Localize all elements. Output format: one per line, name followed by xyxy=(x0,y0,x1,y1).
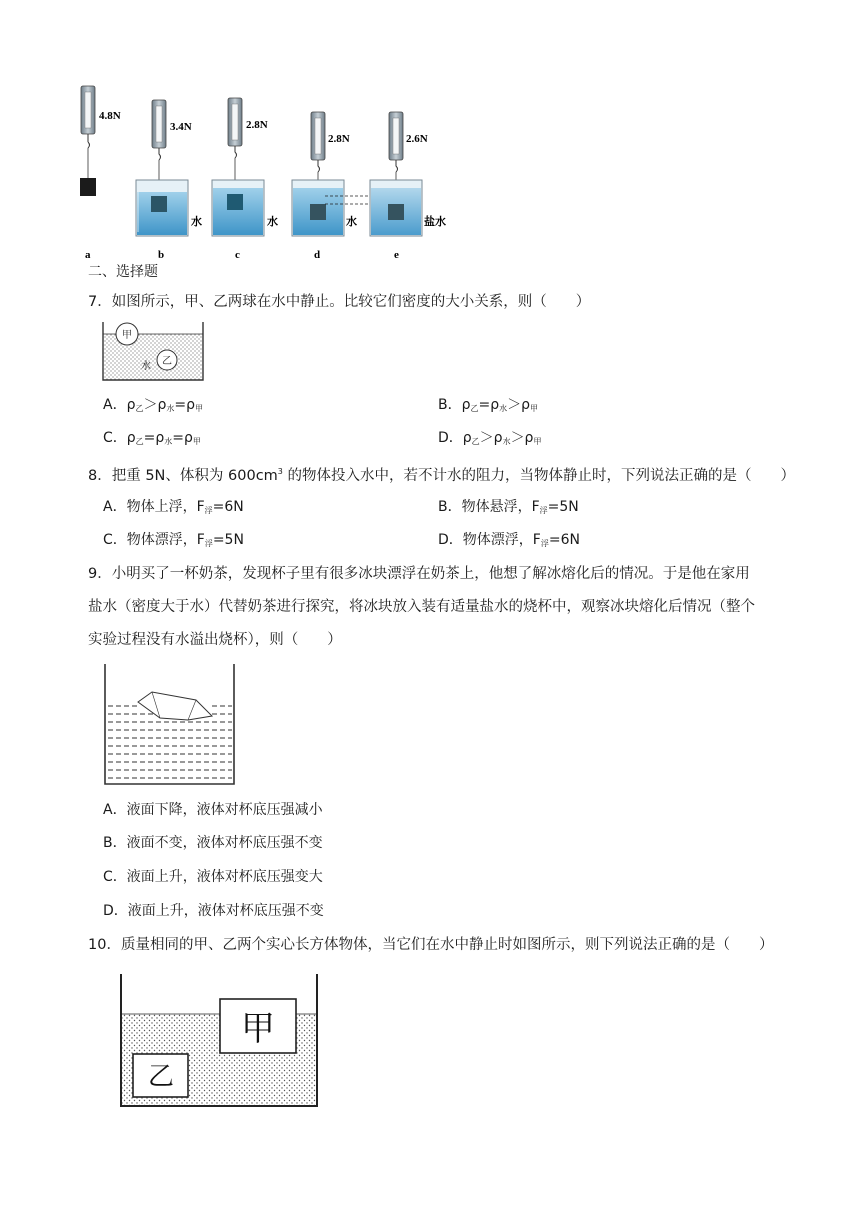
panel-label-a: a xyxy=(85,249,91,261)
q10-stem: 10．质量相同的甲、乙两个实心长方体物体，当它们在水中静止时如图所示，则下列说法正确的是（ ） xyxy=(88,937,774,953)
q8-option-b[interactable]: B．物体悬浮，$F_浮=5N$ xyxy=(438,499,579,515)
q7-figure xyxy=(100,320,206,382)
q7-ball-b-label: 乙 xyxy=(162,356,172,367)
q9-stem-line-3: 实验过程没有水溢出烧杯），则（ ） xyxy=(88,632,342,648)
q8-stem: 8．把重 5N、体积为 $600cm^3$ 的物体投入水中，若不计水的阻力，当物体静止时，下列说法正确的是（ ） xyxy=(88,467,795,484)
panel-label-e: e xyxy=(394,249,399,261)
q7-liquid-label: 水 xyxy=(141,361,151,372)
reading-d: 2.8N xyxy=(328,133,350,145)
q9-beaker-figure xyxy=(100,662,240,788)
spring-scale-e xyxy=(370,112,422,236)
q10-container-figure xyxy=(116,972,322,1112)
q9-option-b[interactable]: B．液面不变，液体对杯底压强不变 xyxy=(103,835,323,851)
section-title: 二、选择题 xyxy=(88,264,158,280)
q9-option-c[interactable]: C．液面上升，液体对杯底压强变大 xyxy=(103,869,323,885)
q7-stem: 7．如图所示，甲、乙两球在水中静止。比较它们密度的大小关系，则（ ） xyxy=(88,294,591,310)
reading-a: 4.8N xyxy=(99,110,121,122)
q10-block-b-label: 乙 xyxy=(147,1062,175,1092)
reading-c: 2.8N xyxy=(246,119,268,131)
panel-label-d: d xyxy=(314,249,321,261)
q7-option-b[interactable]: B．$\rho_乙=\rho_水>\rho_甲$ xyxy=(438,397,539,413)
liquid-label-e: 盐水 xyxy=(424,216,446,228)
q8-option-d[interactable]: D．物体漂浮，$F_浮=6N$ xyxy=(438,532,580,548)
spring-scale-experiment-figure xyxy=(78,82,448,262)
q8-option-a[interactable]: A．物体上浮，$F_浮=6N$ xyxy=(103,499,244,515)
q7-option-a[interactable]: A．$\rho_乙>\rho_水=\rho_甲$ xyxy=(103,397,203,413)
reading-b: 3.4N xyxy=(170,121,192,133)
liquid-label-b: 水 xyxy=(191,216,202,228)
spring-scale-a xyxy=(80,86,96,196)
liquid-label-c: 水 xyxy=(267,216,278,228)
q9-option-d[interactable]: D．液面上升，液体对杯底压强不变 xyxy=(103,903,324,919)
q9-stem-line-2: 盐水（密度大于水）代替奶茶进行探究，将冰块放入装有适量盐水的烧杯中，观察冰块熔化后情况（整个 xyxy=(88,599,755,615)
q9-option-a[interactable]: A．液面下降，液体对杯底压强减小 xyxy=(103,802,323,818)
reading-e: 2.6N xyxy=(406,133,428,145)
panel-label-b: b xyxy=(158,249,165,261)
liquid-label-d: 水 xyxy=(346,216,357,228)
q7-option-d[interactable]: D．$\rho_乙>\rho_水>\rho_甲$ xyxy=(438,430,542,446)
q7-option-c[interactable]: C．$\rho_乙=\rho_水=\rho_甲$ xyxy=(103,430,201,446)
q10-block-a-label: 甲 xyxy=(241,1009,275,1049)
q9-stem-line-1: 9．小明买了一杯奶茶，发现杯子里有很多冰块漂浮在奶茶上，他想了解冰熔化后的情况。于是他在家用 xyxy=(88,566,750,582)
panel-label-c: c xyxy=(235,249,240,261)
q8-option-c[interactable]: C．物体漂浮，$F_浮=5N$ xyxy=(103,532,244,548)
q7-ball-a-label: 甲 xyxy=(122,330,132,341)
